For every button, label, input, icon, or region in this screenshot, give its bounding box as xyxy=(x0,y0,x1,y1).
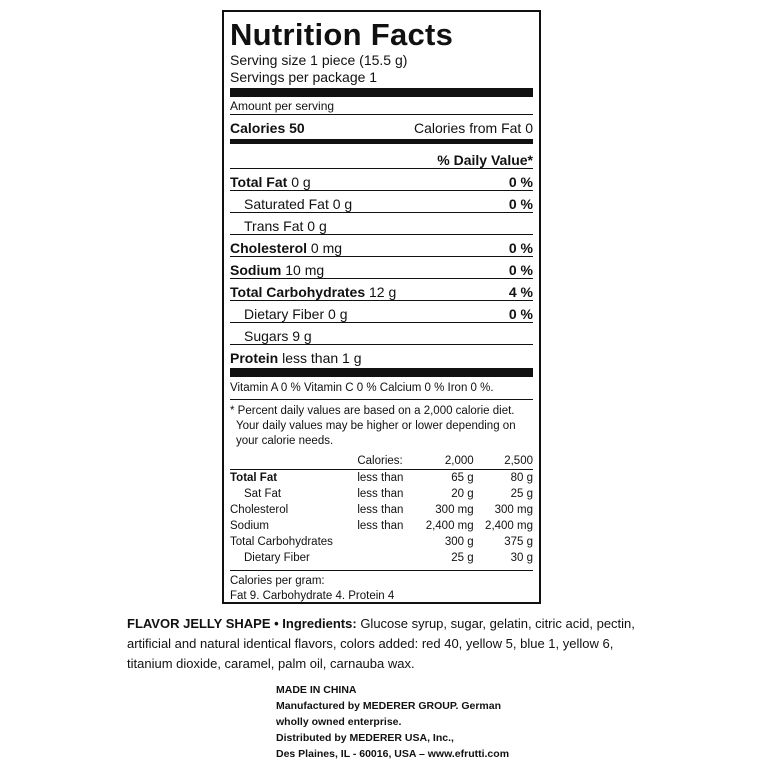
table-cell: 300 g xyxy=(444,536,474,548)
calories-per-gram-title: Calories per gram: xyxy=(230,575,325,587)
nutrient-amount: 0 g xyxy=(328,306,348,322)
origin-line: wholly owned enterprise. xyxy=(276,716,402,728)
nutrient-label: Total Carbohydrates xyxy=(230,284,366,300)
nutrient-name xyxy=(230,240,342,256)
nutrient-label: Protein xyxy=(230,350,279,366)
table-cell: 2,400 mg xyxy=(425,520,474,532)
nutrient-label: Trans Fat xyxy=(244,218,304,234)
nutrient-row xyxy=(230,190,533,212)
nutrient-name xyxy=(244,218,327,234)
table-cell: less than xyxy=(357,472,404,484)
table-cell: 20 g xyxy=(451,488,474,500)
amount-per-serving: Amount per serving xyxy=(230,99,335,113)
nutrient-dv: 0 % xyxy=(508,262,533,278)
table-cell: Sodium xyxy=(230,520,269,532)
ingredients-text: Glucose syrup, sugar, gelatin, citric acid, pectin, artificial and natural identical flavors, colors added: red 40, yellow 5, blue 1, yellow 6, titanium dioxide, caramel, palm oil, carnauba wax. xyxy=(127,616,635,671)
table-cell: 25 g xyxy=(510,488,533,500)
table-cell: 2,000 xyxy=(414,453,473,470)
calories-per-gram xyxy=(230,570,533,604)
footnote: * Percent daily values are based on a 2,000 calorie diet. Your daily values may be higher or lower depending on your calorie needs. xyxy=(230,405,516,447)
nutrient-dv: 0 % xyxy=(508,196,533,212)
nutrient-name xyxy=(244,196,352,212)
ingredients-heading: FLAVOR JELLY SHAPE • Ingredients: xyxy=(127,616,357,631)
table-cell: 2,400 mg xyxy=(485,520,533,532)
table-cell: 2,500 xyxy=(474,453,533,470)
origin-line: MADE IN CHINA xyxy=(276,684,357,696)
nutrient-row xyxy=(230,344,533,366)
calories-label: Calories 50 xyxy=(230,120,305,136)
nutrient-name xyxy=(230,284,396,300)
nutrient-label: Saturated Fat xyxy=(244,196,329,212)
table-row xyxy=(230,502,533,518)
nutrient-name xyxy=(230,262,324,278)
daily-value-header: % Daily Value* xyxy=(437,152,533,168)
origin-line: Des Plaines, IL - 60016, USA – www.efrutti.com xyxy=(276,748,510,760)
nutrient-amount: 0 g xyxy=(307,218,327,234)
table-cell: Cholesterol xyxy=(230,504,289,516)
nutrient-dv: 0 % xyxy=(508,240,533,256)
table-cell: Dietary Fiber xyxy=(244,552,310,564)
table-cell: 80 g xyxy=(510,472,533,484)
table-row xyxy=(230,518,533,534)
nutrient-amount: 12 g xyxy=(369,284,397,300)
medium-divider xyxy=(230,139,533,144)
nutrient-name xyxy=(230,350,362,366)
nutrient-name xyxy=(244,306,348,322)
table-cell: 375 g xyxy=(504,536,533,548)
vitamins-line: Vitamin A 0 % Vitamin C 0 % Calcium 0 % Iron 0 %. xyxy=(230,382,494,394)
nutrition-title: Nutrition Facts xyxy=(230,17,454,52)
nutrient-amount: 9 g xyxy=(292,328,312,344)
nutrient-label: Total Fat xyxy=(230,174,288,190)
table-row xyxy=(230,486,533,502)
nutrition-facts-panel xyxy=(222,10,541,604)
table-cell: 25 g xyxy=(451,552,474,564)
nutrient-row xyxy=(230,300,533,322)
table-row xyxy=(230,550,533,566)
thick-divider xyxy=(230,368,533,377)
table-cell: Total Fat xyxy=(230,472,278,484)
thick-divider xyxy=(230,88,533,97)
nutrient-row xyxy=(230,212,533,234)
origin-line: Manufactured by MEDERER GROUP. German xyxy=(276,700,502,712)
calories-row xyxy=(230,114,533,136)
table-cell: 300 mg xyxy=(494,504,533,516)
table-cell: 30 g xyxy=(510,552,533,564)
nutrient-row xyxy=(230,278,533,300)
table-cell: less than xyxy=(357,488,404,500)
nutrient-amount: 10 mg xyxy=(285,262,325,278)
daily-value-header-row xyxy=(230,146,533,168)
table-cell: Total Carbohydrates xyxy=(230,536,333,548)
nutrient-name xyxy=(230,174,311,190)
table-cell xyxy=(230,453,357,470)
calories-from-fat: Calories from Fat 0 xyxy=(413,120,533,136)
nutrient-label: Sodium xyxy=(230,262,282,278)
nutrient-dv: 0 % xyxy=(508,306,533,322)
table-cell xyxy=(357,534,414,550)
nutrient-amount: 0 g xyxy=(291,174,311,190)
table-cell: less than xyxy=(357,504,404,516)
daily-value-table xyxy=(230,453,533,566)
table-cell: less than xyxy=(357,520,404,532)
nutrient-dv: 0 % xyxy=(508,174,533,190)
table-cell: 65 g xyxy=(451,472,474,484)
divider xyxy=(230,399,533,400)
table-cell: Calories: xyxy=(357,453,414,470)
nutrient-row xyxy=(230,256,533,278)
nutrient-row xyxy=(230,168,533,190)
nutrient-amount: 0 mg xyxy=(310,240,343,256)
nutrient-label: Cholesterol xyxy=(230,240,308,256)
nutrient-label: Sugars xyxy=(244,328,289,344)
nutrient-row xyxy=(230,234,533,256)
nutrient-row xyxy=(230,322,533,344)
table-cell: 300 mg xyxy=(435,504,474,516)
nutrient-amount: less than 1 g xyxy=(282,350,362,366)
nutrient-label: Dietary Fiber xyxy=(244,306,325,322)
table-header-row xyxy=(230,453,533,470)
serving-size: Serving size 1 piece (15.5 g) xyxy=(230,52,408,68)
nutrient-dv: 4 % xyxy=(508,284,533,300)
ingredients-block xyxy=(127,614,647,674)
servings-per-package: Servings per package 1 xyxy=(230,69,378,85)
nutrient-amount: 0 g xyxy=(332,196,353,212)
nutrient-name xyxy=(244,328,312,344)
table-row xyxy=(230,470,533,487)
calories-per-gram-values: Fat 9. Carbohydrate 4. Protein 4 xyxy=(230,590,395,602)
table-cell xyxy=(357,550,414,566)
table-row xyxy=(230,534,533,550)
origin-line: Distributed by MEDERER USA, Inc., xyxy=(276,732,454,744)
table-cell: Sat Fat xyxy=(244,488,282,500)
origin-block xyxy=(276,682,509,762)
